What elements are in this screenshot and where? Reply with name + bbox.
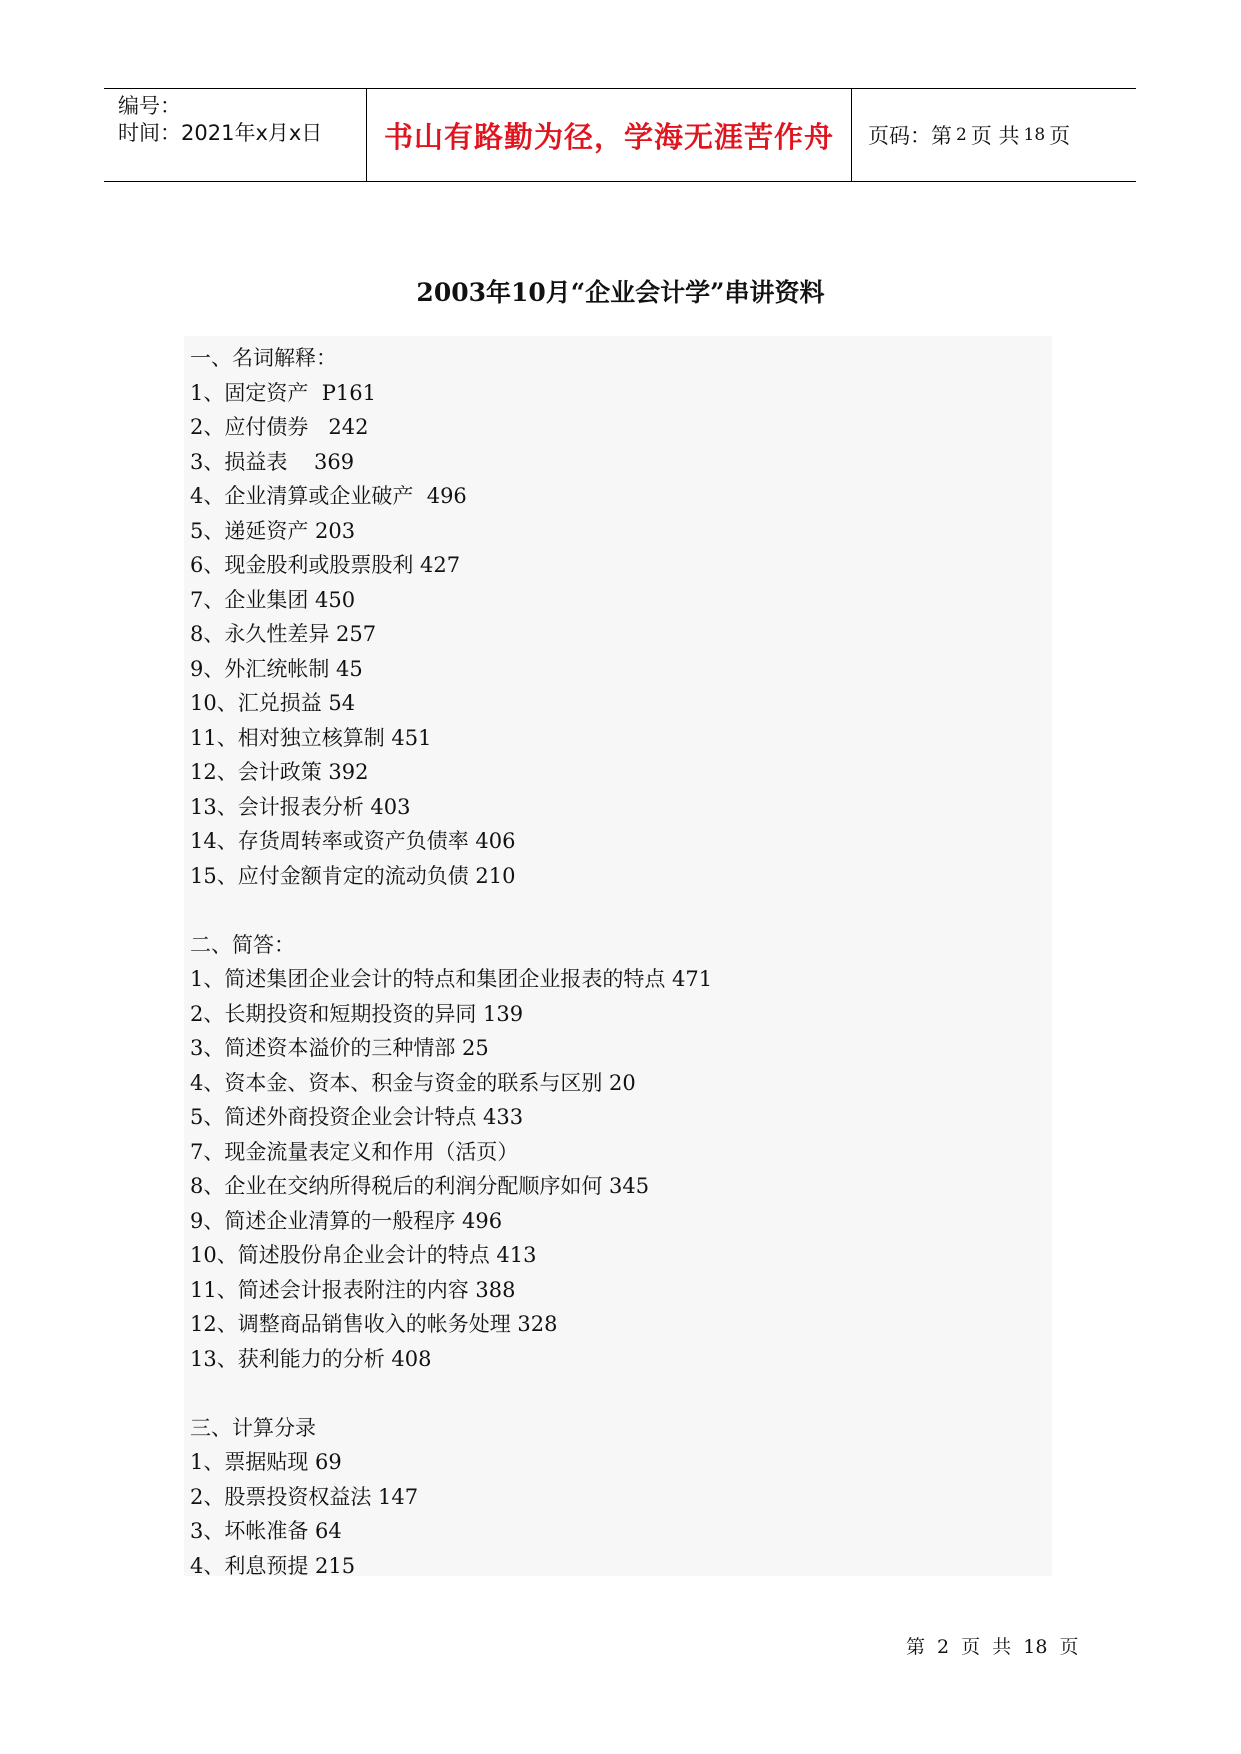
list-item: 13、获利能力的分析 408 bbox=[190, 1346, 432, 1371]
page-number: 2 bbox=[956, 125, 967, 145]
content-body bbox=[184, 336, 1052, 1576]
list-item: 3、简述资本溢价的三种情部 25 bbox=[190, 1036, 489, 1060]
list-item: 8、永久性差异 257 bbox=[190, 622, 377, 646]
section-heading: 二、简答： bbox=[190, 932, 295, 957]
list-item: 15、应付金额肯定的流动负债 210 bbox=[190, 863, 516, 888]
number-label: 编号： bbox=[118, 94, 181, 118]
list-item: 6、现金股利或股票股利 427 bbox=[190, 553, 461, 577]
list-item: 7、企业集团 450 bbox=[190, 587, 356, 612]
list-item: 3、坏帐准备 64 bbox=[190, 1519, 342, 1543]
time-label: 时间：2021年x月x日 bbox=[118, 121, 323, 145]
page-mid: 页 共 bbox=[970, 124, 1020, 148]
list-item: 11、简述会计报表附注的内容 388 bbox=[190, 1277, 516, 1302]
header-motto: 书山有路勤为径，学海无涯苦作舟 bbox=[367, 89, 852, 181]
list-item: 10、汇兑损益 54 bbox=[190, 691, 356, 715]
header-meta bbox=[104, 89, 367, 181]
page-suffix: 页 bbox=[1049, 124, 1071, 148]
list-item: 4、利息预提 215 bbox=[190, 1553, 356, 1578]
list-item: 7、现金流量表定义和作用（活页） bbox=[190, 1139, 519, 1164]
list-item: 14、存货周转率或资产负债率 406 bbox=[190, 829, 516, 853]
section-heading: 一、名词解释： bbox=[190, 346, 337, 370]
page-total: 18 bbox=[1023, 125, 1046, 145]
section-heading: 三、计算分录 bbox=[190, 1415, 316, 1440]
section-gap bbox=[190, 1376, 1052, 1411]
list-item: 10、简述股份帛企业会计的特点 413 bbox=[190, 1243, 537, 1267]
page-prefix: 页码：第 bbox=[868, 124, 952, 148]
list-item: 12、调整商品销售收入的帐务处理 328 bbox=[190, 1312, 558, 1336]
list-item: 4、资本金、资本、积金与资金的联系与区别 20 bbox=[190, 1070, 636, 1095]
list-item: 2、股票投资权益法 147 bbox=[190, 1484, 419, 1509]
list-item: 12、会计政策 392 bbox=[190, 760, 369, 784]
list-item: 2、长期投资和短期投资的异同 139 bbox=[190, 1001, 524, 1026]
list-item: 5、递延资产 203 bbox=[190, 518, 356, 543]
list-item: 1、票据贴现 69 bbox=[190, 1450, 342, 1474]
list-item: 1、简述集团企业会计的特点和集团企业报表的特点 471 bbox=[190, 967, 713, 991]
list-item: 9、外汇统帐制 45 bbox=[190, 656, 363, 681]
page-footer: 第 2 页 共 18 页 bbox=[906, 1636, 1079, 1658]
page-header bbox=[104, 88, 1136, 182]
list-item: 5、简述外商投资企业会计特点 433 bbox=[190, 1105, 524, 1129]
list-item: 4、企业清算或企业破产 496 bbox=[190, 484, 467, 508]
list-item: 8、企业在交纳所得税后的利润分配顺序如何 345 bbox=[190, 1174, 650, 1198]
header-page-info bbox=[852, 89, 1136, 181]
list-item: 1、固定资产 P161 bbox=[190, 380, 376, 405]
list-item: 13、会计报表分析 403 bbox=[190, 794, 411, 819]
list-item: 2、应付债券 242 bbox=[190, 415, 369, 439]
list-item: 11、相对独立核算制 451 bbox=[190, 725, 432, 750]
section-gap bbox=[190, 893, 1052, 928]
list-item: 3、损益表 369 bbox=[190, 449, 355, 474]
document-title: 2003年10月“企业会计学”串讲资料 bbox=[416, 278, 825, 307]
list-item: 9、简述企业清算的一般程序 496 bbox=[190, 1208, 503, 1233]
